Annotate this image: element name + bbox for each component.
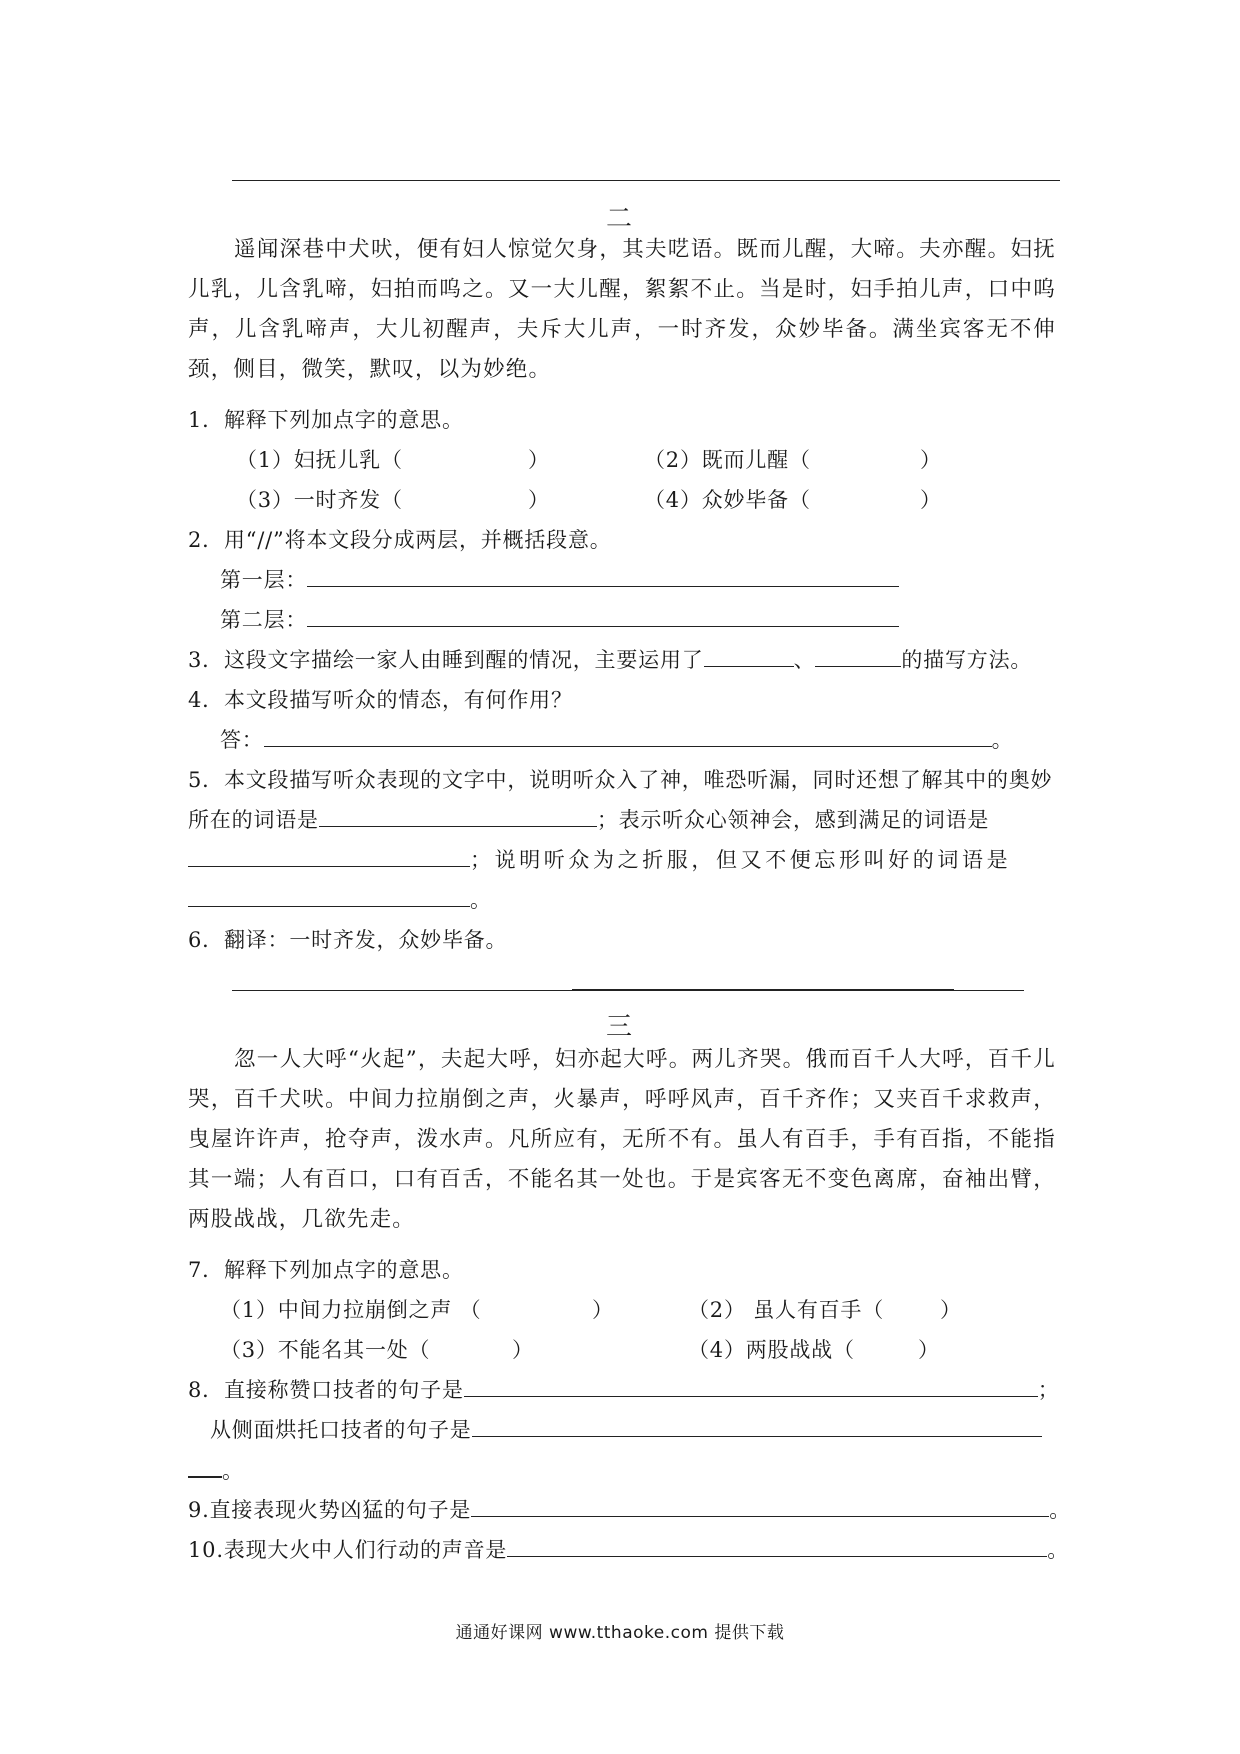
q7-item-1: （1）中间力拉崩倒之声 （	[220, 1298, 482, 1322]
q4-answer: 答： 。	[220, 724, 1013, 754]
q2-layer-1-blank[interactable]	[307, 564, 899, 587]
q8-blank-2[interactable]	[472, 1414, 1042, 1437]
q5-line-2: 所在的词语是 ；表示听众心领神会，感到满足的词语是	[188, 804, 989, 834]
q2-layer-1: 第一层：	[220, 564, 899, 594]
q7-item-4-close: ）	[918, 1338, 940, 1362]
q5-blank-1[interactable]	[319, 804, 597, 827]
q1-item-3: （3）一时齐发（	[236, 488, 403, 512]
q8-line-3: 。	[188, 1454, 244, 1485]
q2-stem: 2．用“//”将本文段分成两层，并概括段意。	[188, 528, 612, 552]
q7-item-1-close: ）	[592, 1298, 614, 1322]
q7-item-2: （2） 虽人有百手（	[688, 1298, 885, 1322]
q1-item-3-close: ）	[528, 488, 550, 512]
q5-line-3: ；说明听众为之折服，但又不便忘形叫好的词语是	[188, 844, 1011, 874]
q1-item-2-close: ）	[920, 448, 942, 472]
q5-blank-2[interactable]	[188, 844, 470, 867]
q1-item-4: （4）众妙毕备（	[644, 488, 811, 512]
footer-credit: 通通好课网 www.tthaoke.com 提供下载	[455, 1623, 785, 1643]
q9-blank[interactable]	[471, 1494, 1049, 1517]
q10: 10.表现大火中人们行动的声音是 。	[188, 1534, 1069, 1564]
section-3-passage: 忽一人大呼“火起”，夫起大呼，妇亦起大呼。两儿齐哭。俄而百千人大呼，百千儿哭，百千犬吠。中间力拉崩倒之声，火暴声，呼呼风声，百千齐作；又夹百千求救声，曳屋许许声，抢夺声，泼水声。凡所应有，无所不有。虽人有百手，手有百指，不能指其一端；人有百口，口有百舌，不能名其一处也。于是宾客无不变色离席，奋袖出臂，两股战战，几欲先走。	[188, 1047, 1056, 1232]
q8-blank-2-cont[interactable]	[188, 1454, 222, 1478]
q5-blank-3[interactable]	[188, 884, 470, 907]
middle-divider-accent	[572, 989, 954, 991]
q7-item-3-close: ）	[512, 1338, 534, 1362]
q3: 3．这段文字描绘一家人由睡到醒的情况，主要运用了 、 的描写方法。	[188, 644, 1032, 674]
q8-line-2: 从侧面烘托口技者的句子是	[210, 1414, 1042, 1444]
q1-item-2: （2）既而儿醒（	[644, 448, 811, 472]
q1-item-4-close: ）	[920, 488, 942, 512]
q7-item-4: （4）两股战战（	[688, 1338, 855, 1362]
q6-stem: 6．翻译：一时齐发，众妙毕备。	[188, 928, 508, 952]
q7-item-2-close: ）	[940, 1298, 962, 1322]
q7-item-3: （3）不能名其一处（	[220, 1338, 431, 1362]
section-2-heading: 二	[605, 204, 634, 234]
q3-blank-2[interactable]	[815, 644, 901, 667]
q5-line-1: 5．本文段描写听众表现的文字中，说明听众入了神，唯恐听漏，同时还想了解其中的奥妙	[188, 768, 1053, 792]
q8-blank-1[interactable]	[464, 1374, 1038, 1397]
section-3-heading: 三	[605, 1012, 634, 1042]
q8-line-1: 8．直接称赞口技者的句子是 ；	[188, 1374, 1060, 1404]
q2-layer-2: 第二层：	[220, 604, 899, 634]
q9: 9.直接表现火势凶猛的句子是 。	[188, 1494, 1071, 1524]
q1-item-1: （1）妇抚儿乳（	[236, 448, 403, 472]
q1-stem: 1．解释下列加点字的意思。	[188, 408, 464, 432]
q4-stem: 4．本文段描写听众的情态，有何作用？	[188, 688, 573, 712]
q10-blank[interactable]	[507, 1534, 1047, 1557]
q2-layer-2-blank[interactable]	[307, 604, 899, 627]
q1-item-1-close: ）	[528, 448, 550, 472]
q7-stem: 7．解释下列加点字的意思。	[188, 1258, 464, 1282]
q5-line-4: 。	[188, 884, 492, 914]
q4-answer-blank[interactable]	[264, 724, 992, 747]
top-divider	[232, 180, 1060, 181]
section-2-passage: 遥闻深巷中犬吠，便有妇人惊觉欠身，其夫呓语。既而儿醒，大啼。夫亦醒。妇抚儿乳，儿含乳啼，妇拍而呜之。又一大儿醒，絮絮不止。当是时，妇手拍儿声，口中呜声，儿含乳啼声，大儿初醒声，夫斥大儿声，一时齐发，众妙毕备。满坐宾客无不伸颈，侧目，微笑，默叹，以为妙绝。	[188, 237, 1056, 382]
q3-blank-1[interactable]	[704, 644, 794, 667]
